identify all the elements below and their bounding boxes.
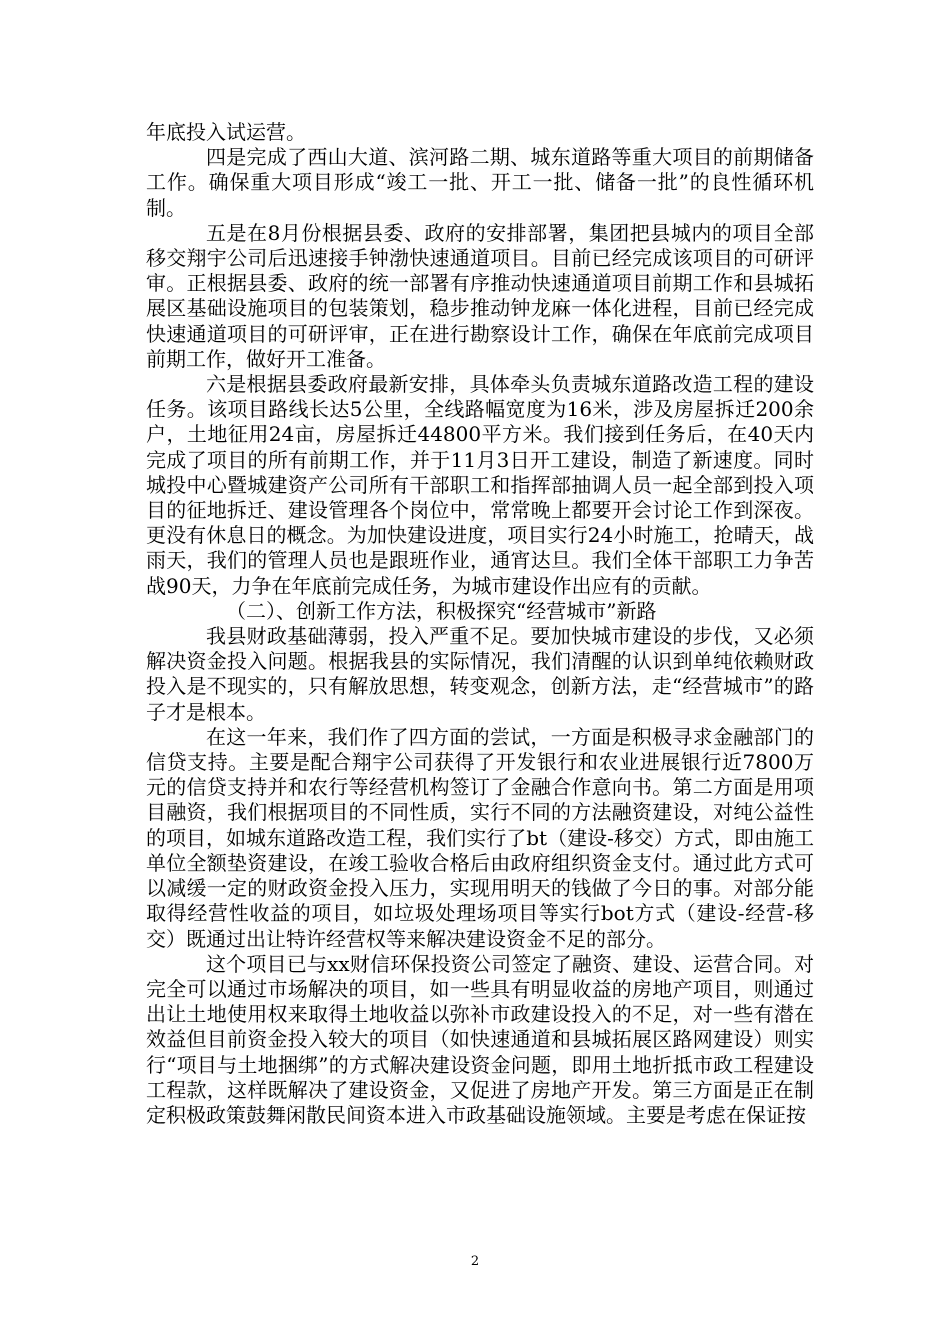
page-number: 2 [470,1254,480,1269]
paragraph-item-six: 六是根据县委政府最新安排，具体牵头负责城东道路改造工程的建设任务。该项目路线长达5公里，全线路幅宽度为16米，涉及房屋拆迁200余户，土地征用24亩，房屋拆迁44800平方米。我们接到任务后，在40天内完成了项目的所有前期工作，并于11月3日开工建设，制造了新速度。同时城投中心暨城建资产公司所有干部职工和指挥部抽调人员一起全部到投入项目的征地拆迁、建设管理各个岗位中，常常晚上都要开会讨论工作到深夜。更没有休息日的概念。为加快建设进度，项目实行24小时施工，抢晴天，战雨天，我们的管理人员也是跟班作业，通宵达旦。我们全体干部职工力争苦战90天，力争在年底前完成任务，为城市建设作出应有的贡献。 [146,372,814,598]
paragraph-continuation: 年底投入试运营。 [146,120,306,144]
paragraph-finance: 我县财政基础薄弱，投入严重不足。要加快城市建设的步伐，又必须解决资金投入问题。根据我县的实际情况，我们清醒的认识到单纯依赖财政投入是不现实的，只有解放思想，转变观念，创新方法，走“经营城市”的路子才是根本。 [146,624,814,724]
document-body [146,120,814,1128]
paragraph-project-contract: 这个项目已与xx财信环保投资公司签定了融资、建设、运营合同。对完全可以通过市场解决的项目，如一些具有明显收益的房地产项目，则通过出让土地使用权来取得土地收益以弥补市政建设投入的不足，对一些有潜在效益但目前资金投入较大的项目（如快速通道和县城拓展区路网建设）则实行“项目与土地捆绑”的方式解决建设资金问题，即用土地折抵市政工程建设工程款，这样既解决了建设资金，又促进了房地产开发。第三方面是正在制定积极政策鼓舞闲散民间资本进入市政基础设施领域。主要是考虑在保证按 [146,951,814,1127]
paragraph-four-attempts: 在这一年来，我们作了四方面的尝试，一方面是积极寻求金融部门的信贷支持。主要是配合翔宇公司获得了开发银行和农业进展银行近7800万元的信贷支持并和农行等经营机构签订了金融合作意向书。第二方面是用项目融资，我们根据项目的不同性质，实行不同的方法融资建设，对纯公益性的项目，如城东道路改造工程，我们实行了bt（建设-移交）方式，即由施工单位全额垫资建设，在竣工验收合格后由政府组织资金支付。通过此方式可以减缓一定的财政资金投入压力，实现用明天的钱做了今日的事。对部分能取得经营性收益的项目，如垃圾处理场项目等实行bot方式（建设-经营-移交）既通过出让特许经营权等来解决建设资金不足的部分。 [146,724,814,951]
paragraph-item-four: 四是完成了西山大道、滨河路二期、城东道路等重大项目的前期储备工作。确保重大项目形成“竣工一批、开工一批、储备一批”的良性循环机制。 [146,145,814,220]
section-heading: （二）、创新工作方法，积极探究“经营城市”新路 [226,598,657,623]
paragraph-item-five: 五是在8月份根据县委、政府的安排部署，集团把县城内的项目全部移交翔宇公司后迅速接手钟渤快速通道项目。目前已经完成该项目的可研评审。正根据县委、政府的统一部署有序推动快速通道项目前期工作和县城拓展区基础设施项目的包装策划，稳步推动钟龙麻一体化进程，目前已经完成快速通道项目的可研评审，正在进行勘察设计工作，确保在年底前完成项目前期工作，做好开工准备。 [146,220,814,371]
